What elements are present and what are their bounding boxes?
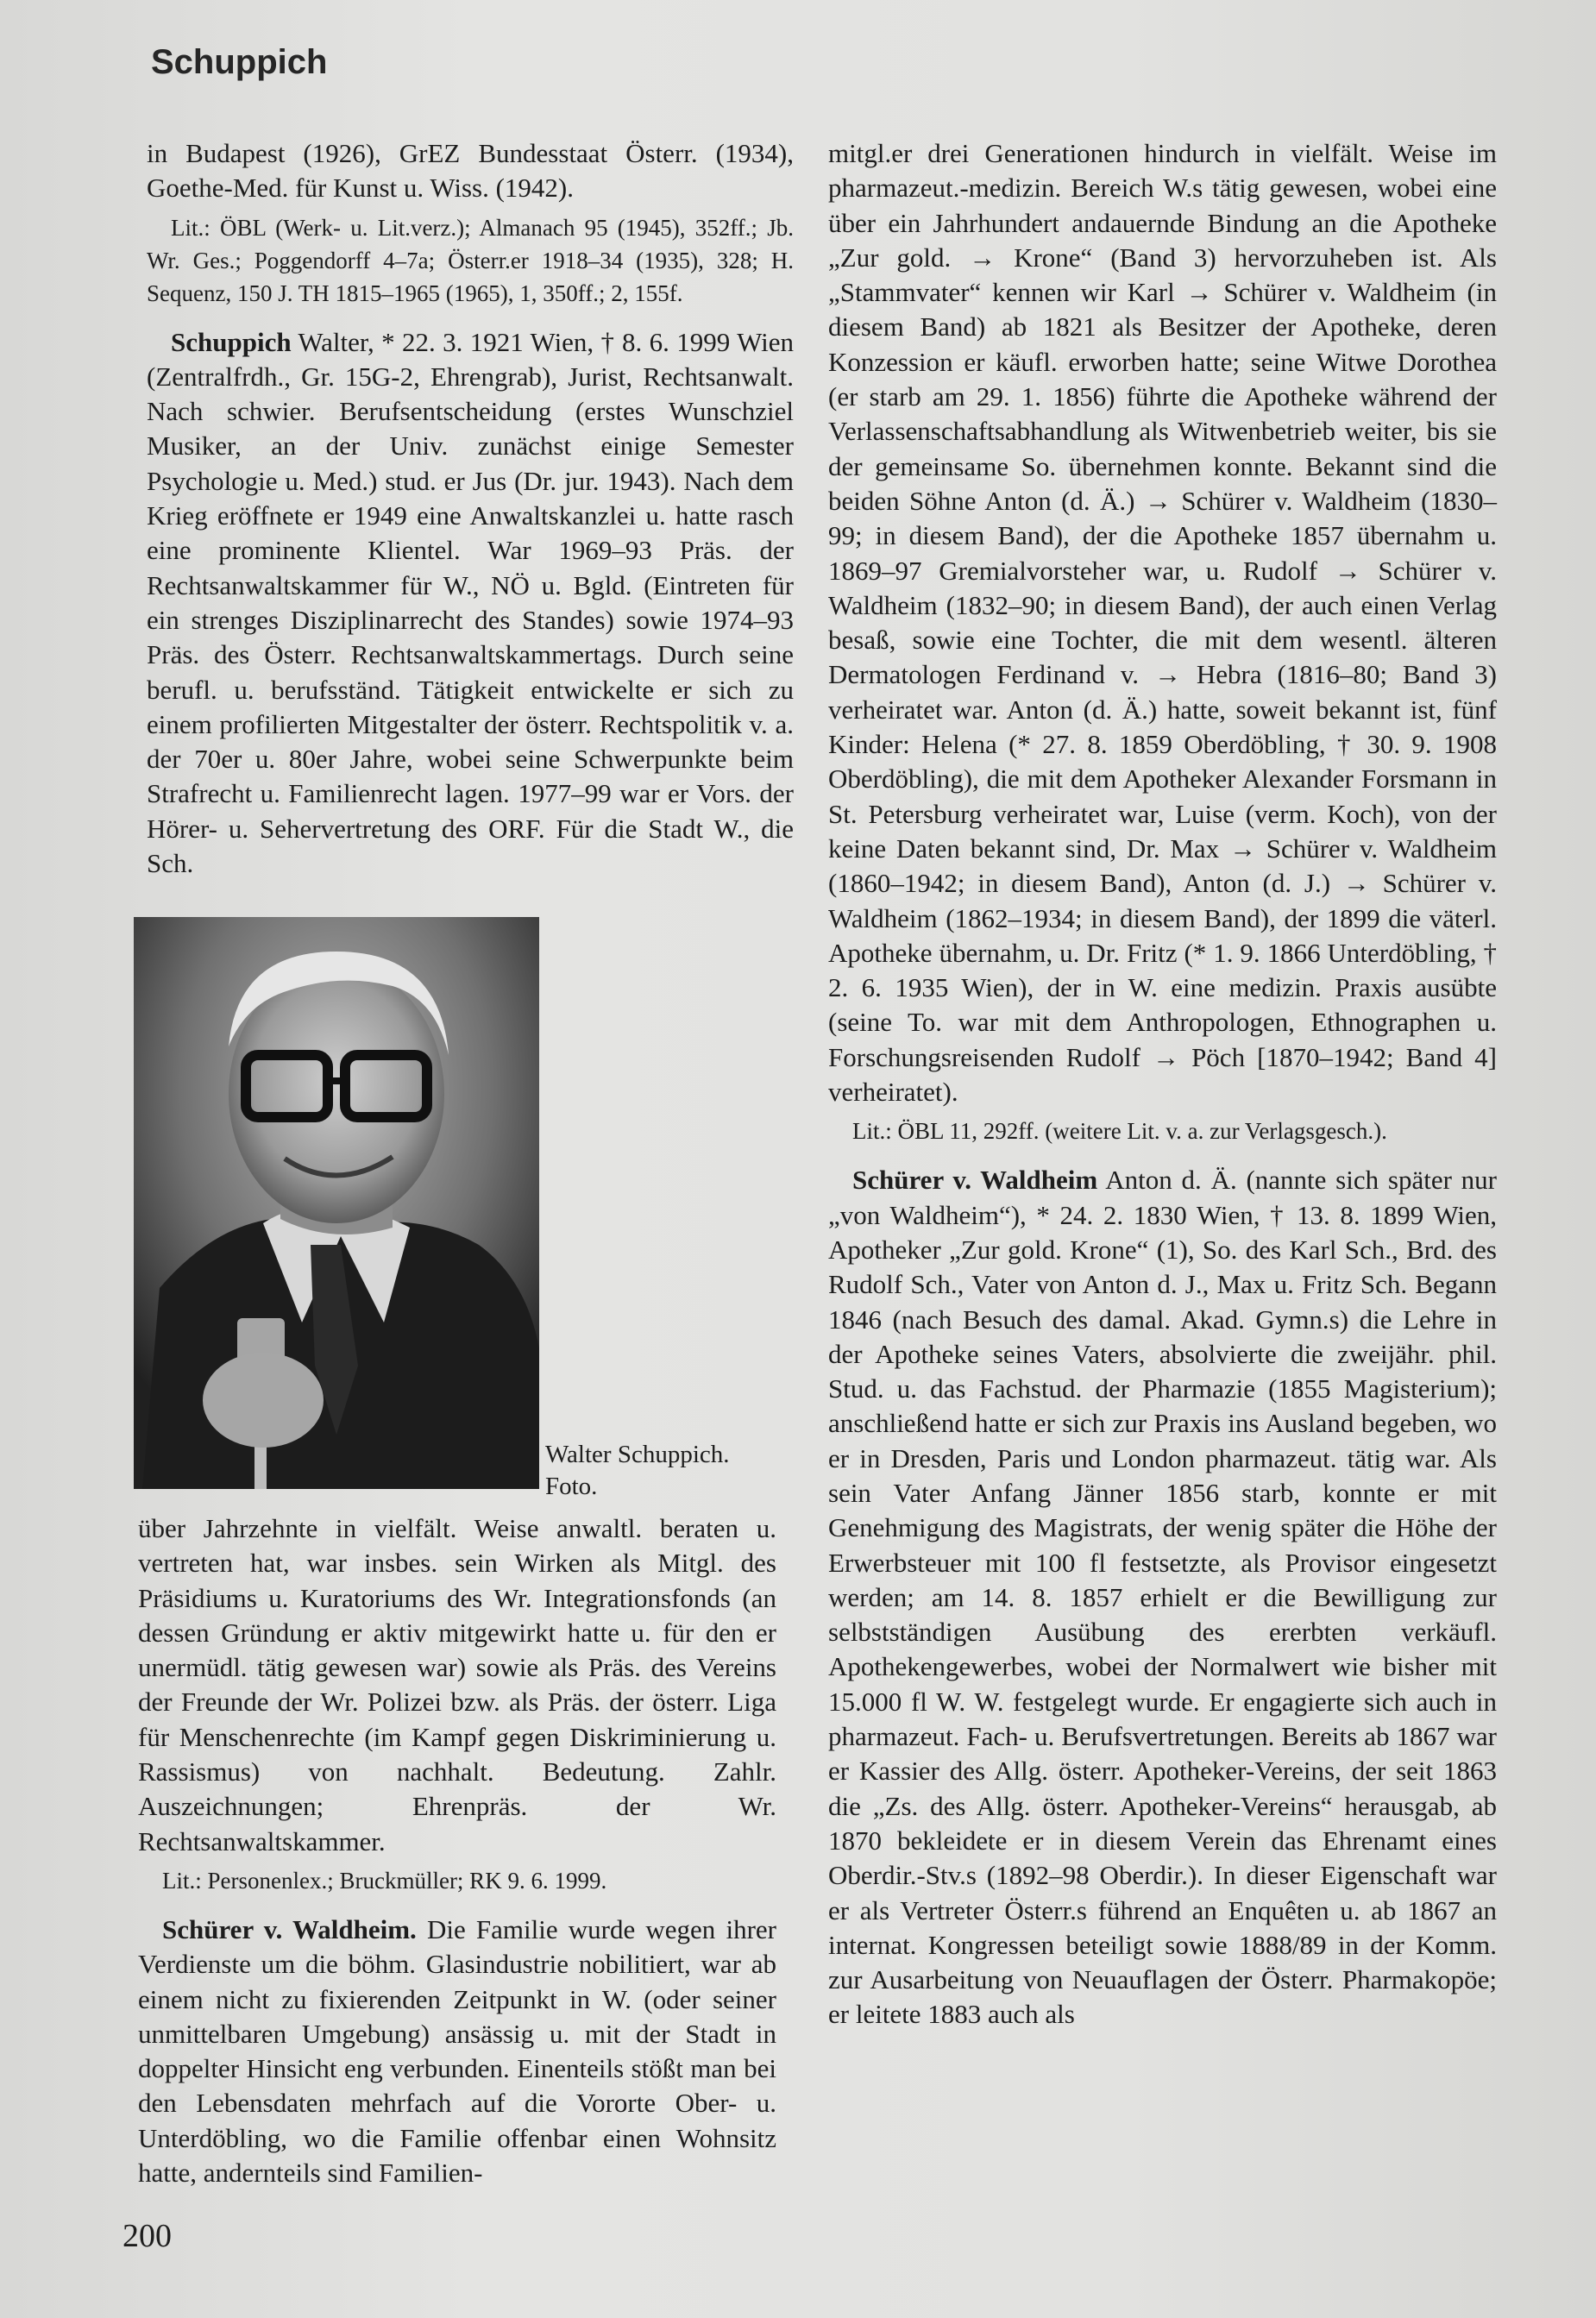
portrait-photo [134, 917, 539, 1489]
paragraph-continued: mitgl.er drei Generationen hindurch in vielfält. Weise im pharmazeut.-medizin. Bereich W.s tätig gewesen, wobei eine über ein Jahrhundert andauernde Bindung an die Apotheke „Zur gold. → Krone“ (Band 3) hervorzuheben ist. Als „Stammvater“ kennen wir Karl → Schürer v. Waldheim (in diesem Band) ab 1821 als Besitzer der Apotheke, deren Konzession er käufl. erworben hatte; seine Witwe Dorothea (er starb am 29. 1. 1856) führte die Apotheke während der Verlassenschaftsabhandlung als Witwenbetrieb weiter, bis sie der gemeinsame So. übernehmen konnte. Bekannt sind die beiden Söhne Anton (d. Ä.) → Schürer v. Waldheim (1830–99; in diesem Band), der die Apotheke 1857 übernahm u. 1869–97 Gremialvorsteher war, u. Rudolf → Schürer v. Waldheim (1832–90; in diesem Band), der auch einen Verlag besaß, sowie eine Tochter, die mit dem wesentl. älteren Dermatologen Ferdinand v. → Hebra (1816–80; Band 3) verheiratet war. Anton (d. Ä.) hatte, soweit bekannt ist, fünf Kinder: Helena (* 27. 8. 1859 Oberdöbling, † 30. 9. 1908 Oberdöbling), die mit dem Apotheker Alexander Forsmann in St. Petersburg verheiratet war, Luise (verm. Koch), von der keine Daten bekannt sind, Dr. Max → Schürer v. Waldheim (1860–1942; in diesem Band), Anton (d. J.) → Schürer v. Waldheim (1862–1934; in diesem Band), der 1899 die väterl. Apotheke übernahm, u. Dr. Fritz (* 1. 9. 1866 Unterdöbling, † 2. 6. 1935 Wien), der in W. eine medizin. Praxis ausübte (seine To. war mit dem Anthropologen, Ethnographen u. Forschungsreisenden Rudolf → Pöch [1870–1942; Band 4] verheiratet). [828, 138, 1497, 1108]
entry-schuerer-anton [828, 1163, 1497, 2032]
left-column-bottom [138, 1511, 776, 2190]
right-column [828, 136, 1497, 2032]
portrait-illustration [134, 917, 539, 1489]
literature-note: Lit.: ÖBL 11, 292ff. (weitere Lit. v. a. zur Verlagsgesch.). [852, 1118, 1387, 1145]
entry-text: Anton d. Ä. (nannte sich später nur „von Waldheim“), * 24. 2. 1830 Wien, † 13. 8. 1899 Wien, Apotheker „Zur gold. Krone“ (1), So. des Karl Sch., Brd. des Rudolf Sch., Vater von Anton d. J., Max u. Fritz Sch. Begann 1846 (nach Besuch des damal. Akad. Gymn.s) die Lehre in der Apotheke seines Vaters, absolvierte die zweijähr. phil. Stud. u. das Fachstud. der Pharmazie (1855 Magisterium); anschließend hatte er sich zur Praxis ins Ausland begeben, wo er in Dresden, Paris und London pharmazeut. tätig war. Als sein Vater Anfang Jänner 1856 starb, konnte er mit Genehmigung des Magistrats, der wenig später die Höhe der Erwerbsteuer mit 100 fl festsetzte, als Provisor eingesetzt werden; am 14. 8. 1857 erhielt er die Bewilligung zur selbstständigen Ausübung des ererbten verkäufl. Apothekengewerbes, wobei der Normalwert wie bisher mit 15.000 fl W. W. festgelegt wurde. Er engagierte sich auch in pharmazeut. Fach- u. Berufsvertretungen. Bereits ab 1867 war er Kassier des Allg. österr. Apotheker-Vereins, der seit 1863 die „Zs. des Allg. österr. Apotheker-Vereins“ herausgab, ab 1870 bekleidete er in diesem Verein das Ehrenamt eines Oberdir.-Stv.s (1892–98 Oberdir.). In dieser Eigenschaft war er als Vertreter Österr.s führend an Enquêten u. ab 1867 an internat. Kongressen beteiligt sowie 1888/89 in der Komm. zur Ausarbeitung von Neuauflagen der Österr. Pharmakopöe; er leitete 1883 auch als [828, 1165, 1497, 2030]
literature-note: Lit.: Personenlex.; Bruckmüller; RK 9. 6. 1999. [162, 1867, 607, 1894]
entry-headword: Schürer v. Waldheim [852, 1165, 1098, 1196]
paragraph-continued: über Jahrzehnte in vielfält. Weise anwaltl. beraten u. vertreten hat, war insbes. sein Wirken als Mitgl. des Präsidiums u. Kuratoriums des Wr. Integrationsfonds (an dessen Gründung er aktiv mitgewirkt hatte u. für den er unermüdl. tätig gewesen war) sowie als Präs. des Vereins der Freunde der Wr. Polizei bzw. als Präs. der österr. Liga für Menschenrechte (im Kampf gegen Diskriminierung u. Rassismus) von nachhalt. Bedeutung. Zahlr. Auszeichnungen; Ehrenpräs. der Wr. Rechtsanwaltskammer. [138, 1513, 776, 1856]
entry-schuppich [147, 325, 794, 882]
literature-note: Lit.: ÖBL (Werk- u. Lit.verz.); Almanach 95 (1945), 352ff.; Jb. Wr. Ges.; Poggendorff 4–7a; Österr.er 1918–34 (1935), 328; H. Sequenz, 150 J. TH 1815–1965 (1965), 1, 350ff.; 2, 155f. [147, 214, 794, 306]
page-number: 200 [123, 2218, 172, 2254]
photo-caption: Walter Schuppich. Foto. [545, 1441, 730, 1500]
entry-schuerer-family [138, 1913, 776, 2190]
running-head: Schuppich [151, 43, 328, 81]
left-column-top [147, 136, 794, 881]
paragraph-continued: in Budapest (1926), GrEZ Bundesstaat Österr. (1934), Goethe-Med. für Kunst u. Wiss. (1942). [147, 138, 794, 204]
entry-text: Walter, * 22. 3. 1921 Wien, † 8. 6. 1999 Wien (Zentralfrdh., Gr. 15G-2, Ehrengrab), Jurist, Rechtsanwalt. Nach schwier. Berufsentscheidung (erstes Wunschziel Musiker, an der Univ. zunächst einige Semester Psychologie u. Med.) stud. er Jus (Dr. jur. 1943). Nach dem Krieg eröffnete er 1949 eine Anwaltskanzlei u. hatte rasch eine prominente Klientel. War 1969–93 Präs. der Rechtsanwaltskammer für W., NÖ u. Bgld. (Eintreten für ein strenges Disziplinarrecht des Standes) sowie 1974–93 Präs. des Österr. Rechtsanwaltskammertags. Durch seine berufl. u. berufsständ. Tätigkeit entwickelte er sich zu einem profilierten Mitgestalter der österr. Rechtspolitik v. a. der 70er u. 80er Jahre, wobei seine Schwerpunkte beim Strafrecht u. Familienrecht lagen. 1977–99 war er Vors. der Hörer- u. Sehervertretung des ORF. Für die Stadt W., die Sch. [147, 326, 794, 879]
entry-text: Die Familie wurde wegen ihrer Verdienste um die böhm. Glasindustrie nobilitiert, war ab einem nicht zu fixierenden Zeitpunkt in W. (oder seiner unmittelbaren Umgebung) ansässig u. mit der Stadt in doppelter Hinsicht eng verbunden. Einenteils stößt man bei den Lebensdaten mehrfach auf die Vororte Ober- u. Unterdöbling, wo die Familie offenbar einen Wohnsitz hatte, andernteils sind Familien- [138, 1913, 776, 2189]
entry-headword: Schürer v. Waldheim. [162, 1913, 417, 1944]
entry-headword: Schuppich [171, 326, 292, 357]
